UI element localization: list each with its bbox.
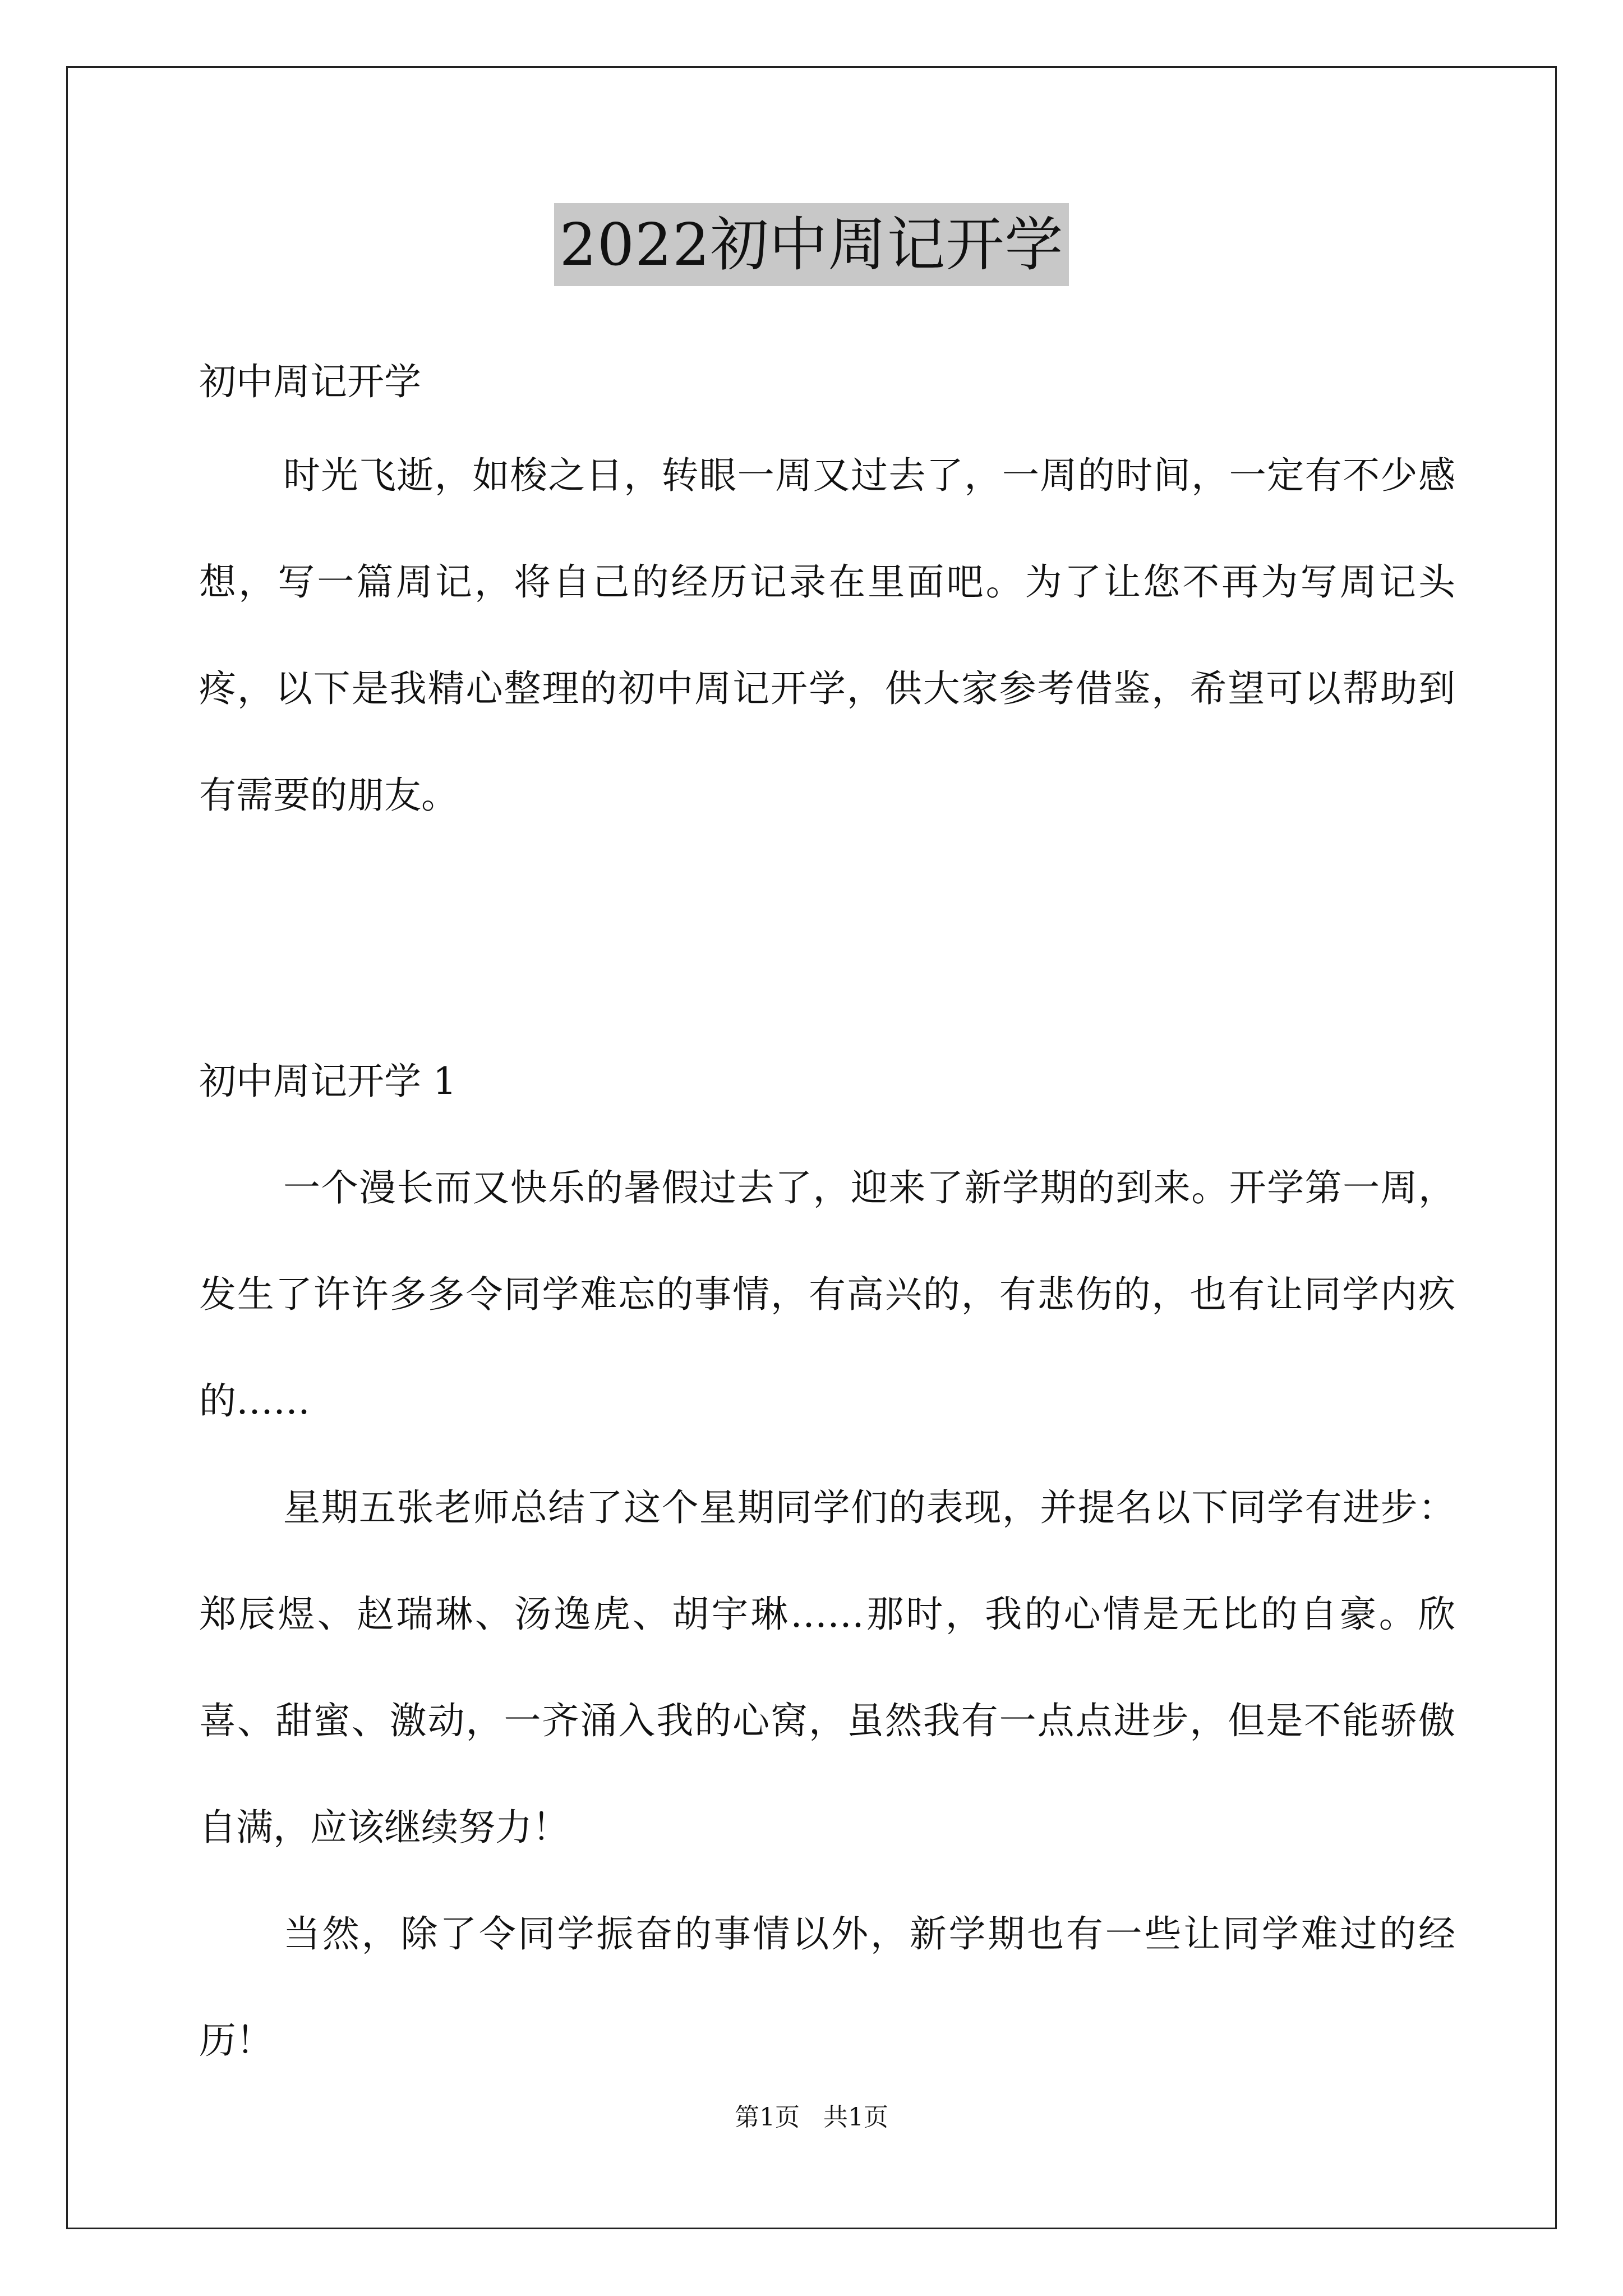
intro-heading: 初中周记开学 (199, 360, 421, 403)
intro-paragraph: 时光飞逝，如梭之日，转眼一周又过去了，一周的时间，一定有不少感想，写一篇周记，将自己的经历记录在里面吧。为了让您不再为写周记头疼，以下是我精心整理的初中周记开学，供大家参考借鉴，希望可以帮助到有需要的朋友。 (199, 454, 1455, 817)
body-paragraph-2: 星期五张老师总结了这个星期同学们的表现，并提名以下同学有进步：郑辰煜、赵瑞琳、汤逸虎、胡宇琳……那时，我的心情是无比的自豪。欣喜、甜蜜、激动，一齐涌入我的心窝，虽然我有一点点进步，但是不能骄傲自满，应该继续努力！ (199, 1486, 1455, 1849)
document-title: 2022初中周记开学 (554, 203, 1069, 286)
document-body (199, 341, 1455, 2094)
body-paragraph-1: 一个漫长而又快乐的暑假过去了，迎来了新学期的到来。开学第一周，发生了许许多多令同学难忘的事情，有高兴的，有悲伤的，也有让同学内疚的…… (199, 1166, 1455, 1423)
section-spacer (199, 849, 1455, 1028)
body-paragraph-3: 当然，除了令同学振奋的事情以外，新学期也有一些让同学难过的经历！ (199, 1912, 1455, 2062)
section-heading: 初中周记开学 1 (199, 1060, 457, 1103)
page-footer: 第1页 共1页 (735, 2103, 888, 2132)
title-container (0, 203, 1623, 286)
